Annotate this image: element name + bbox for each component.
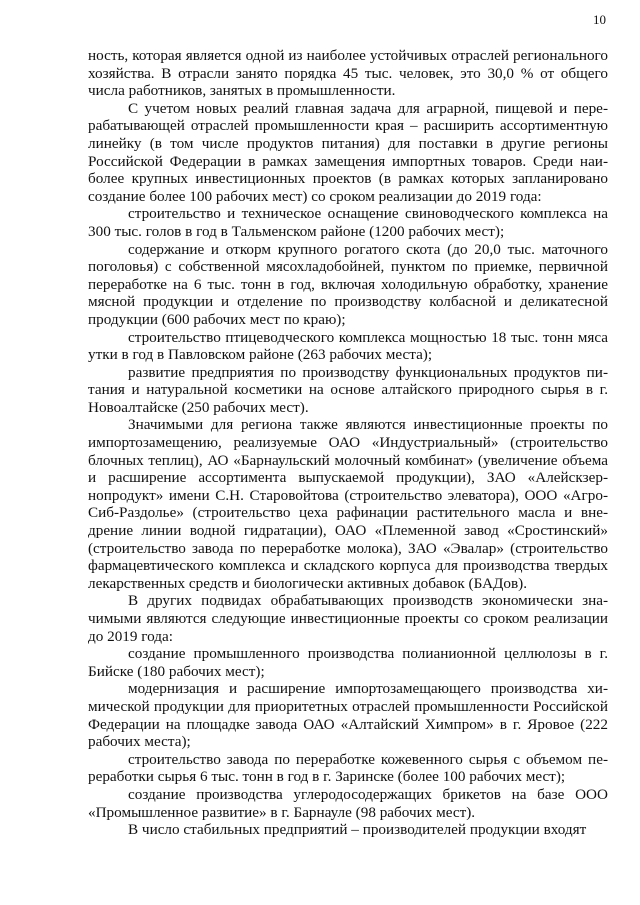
list-item: создание промышленного производства полианионной целлюлозы в г. Бийске (180 рабочих мест); [88,645,608,680]
page-number: 10 [593,12,606,27]
paragraph: В число стабильных предприятий – производителей продукции входят [128,821,587,839]
list-item: строительство и техническое оснащение свиноводческого комплекса на 300 тыс. голов в год в Тальменском районе (1200 рабочих мест); [88,205,608,240]
paragraph: Значимыми для региона также являются инвестиционные проекты по импортозамещению, реализуемые ОАО «Индустриальный» (строительство блочных теплиц), АО «Барнаульский молочный комбинат» (увеличение объема и расширение ассортимента выпускаемой продукции), ЗАО «Алейскзернопродукт» имени С.Н. Старовойтова (строительство элеватора), ООО «АгроСиб-Раздолье» (строительство цеха рафинации растительного масла и внедрение линии водной гидратации), ОАО «Племенной завод «Сростинский» (строительство завода по переработке молока), ЗАО «Эвалар» (строительство фармацевтического комплекса и складского корпуса для производства твердых лекарственных средств и биологически активных добавок (БАДов). [88,416,608,592]
document-body [88,47,608,839]
list-item: содержание и откорм крупного рогатого скота (до 20,0 тыс. маточного поголовья) с собственной мясохладобойней, пунктом по приемке, первичной переработке на 6 тыс. тонн в год, включая холодильную обработку, хранение мясной продукции и отделение по производству колбасной и деликатесной продукции (600 рабочих мест по краю); [88,240,608,328]
paragraph: ность, которая является одной из наиболее устойчивых отраслей регионального хозяйства. В отрасли занято порядка 45 тыс. человек, это 30,0 % от общего числа работников, занятых в промышленности. [88,47,608,100]
list-item: создание производства углеродосодержащих брикетов на базе ООО «Промышленное развитие» в г. Барнауле (98 рабочих мест). [88,785,608,821]
list-item: развитие предприятия по производству функциональных продуктов питания и натуральной косметики на основе алтайского природного сырья в г. Новоалтайске (250 рабочих мест). [88,363,608,416]
paragraph: С учетом новых реалий главная задача для аграрной, пищевой и перерабатывающей отраслей промышленности края – расширить ассортиментную линейку (в том числе продуктов питания) для поставки в другие регионы Российской Федерации в рамках замещения импортных товаров. Среди наиболее крупных инвестиционных проектов (в рамках которых запланировано создание более 100 рабочих мест) со сроком реализации до 2019 года: [88,99,608,205]
list-item: строительство птицеводческого комплекса мощностью 18 тыс. тонн мяса утки в год в Павловском районе (263 рабочих места); [88,328,608,364]
list-item: модернизация и расширение импортозамещающего производства химической продукции для приоритетных отраслей промышленности Российской Федерации на площадке завода ОАО «Алтайский Химпром» в г. Яровое (222 рабочих места); [88,680,608,751]
paragraph: В других подвидах обрабатывающих производств экономически значимыми являются следующие инвестиционные проекты со сроком реализации до 2019 года: [88,592,608,645]
list-item: строительство завода по переработке кожевенного сырья с объемом переработки сырья 6 тыс. тонн в год в г. Заринске (более 100 рабочих мест); [88,750,608,786]
